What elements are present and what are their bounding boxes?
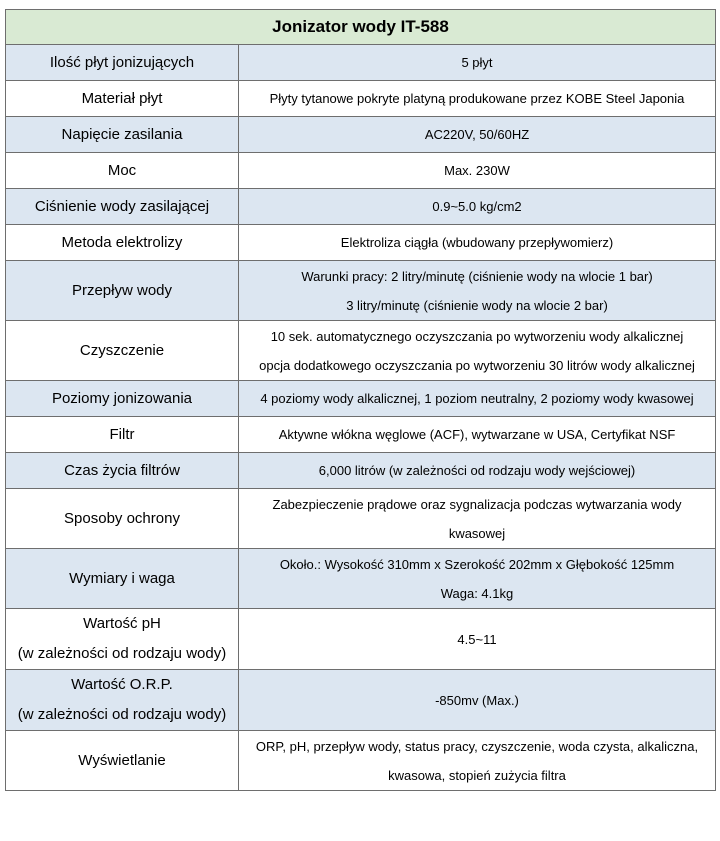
- spec-value-cell: [239, 549, 716, 609]
- table-row: [6, 45, 716, 81]
- table-row: [6, 417, 716, 453]
- spec-value-cell: [239, 45, 716, 81]
- table-row: [6, 731, 716, 791]
- spec-value-cell: [239, 225, 716, 261]
- spec-value-cell: [239, 609, 716, 670]
- spec-label-cell: [6, 381, 239, 417]
- spec-value: kwasowa, stopień zużycia filtra: [388, 767, 566, 783]
- spec-value: Około.: Wysokość 310mm x Szerokość 202mm x Głębokość 125mm: [279, 556, 675, 572]
- table-title: Jonizator wody IT-588: [6, 10, 716, 45]
- table-row: [6, 549, 716, 609]
- spec-label-cell: [6, 670, 239, 731]
- table-row: [6, 117, 716, 153]
- spec-value-cell: [239, 261, 716, 321]
- spec-value: opcja dodatkowego oczyszczania po wytworzeniu 30 litrów wody alkalicznej: [259, 357, 695, 373]
- table-row: [6, 153, 716, 189]
- spec-label: Metoda elektrolizy: [61, 233, 183, 251]
- spec-label: Czas życia filtrów: [64, 461, 180, 479]
- spec-value-cell: [239, 153, 716, 189]
- spec-label: Poziomy jonizowania: [51, 389, 193, 407]
- spec-value: Aktywne włókna węglowe (ACF), wytwarzane w USA, Certyfikat NSF: [278, 427, 676, 442]
- spec-value: Waga: 4.1kg: [440, 585, 514, 601]
- spec-value: 4.5~11: [457, 631, 497, 647]
- spec-label-cell: [6, 189, 239, 225]
- spec-label: Sposoby ochrony: [64, 509, 180, 527]
- spec-value-cell: [239, 381, 716, 417]
- spec-label-cell: [6, 261, 239, 321]
- spec-label: Wyświetlanie: [78, 751, 166, 769]
- spec-label: Ilość płyt jonizujących: [49, 53, 195, 71]
- spec-label-cell: [6, 81, 239, 117]
- spec-value: Warunki pracy: 2 litry/minutę (ciśnienie wody na wlocie 1 bar): [301, 268, 653, 284]
- spec-label-cell: [6, 549, 239, 609]
- spec-label: (w zależności od rodzaju wody): [17, 645, 227, 662]
- spec-value: ORP, pH, przepływ wody, status pracy, czyszczenie, woda czysta, alkaliczna,: [255, 738, 699, 754]
- spec-label: Wartość pH: [83, 615, 161, 632]
- table-row: [6, 670, 716, 731]
- spec-value-cell: [239, 489, 716, 549]
- table-row: [6, 81, 716, 117]
- title-row: [6, 10, 716, 45]
- table-row: [6, 261, 716, 321]
- spec-value: 3 litry/minutę (ciśnienie wody na wlocie 2 bar): [346, 297, 608, 313]
- table-row: [6, 321, 716, 381]
- spec-label: (w zależności od rodzaju wody): [17, 706, 227, 723]
- table-row: [6, 225, 716, 261]
- spec-value: 6,000 litrów (w zależności od rodzaju wody wejściowej): [318, 463, 636, 478]
- spec-value-cell: [239, 670, 716, 731]
- spec-label-cell: [6, 321, 239, 381]
- spec-table: [5, 9, 716, 791]
- spec-label: Filtr: [109, 425, 135, 443]
- spec-label: Ciśnienie wody zasilającej: [34, 197, 210, 215]
- spec-table-body: [6, 10, 716, 791]
- spec-value: 5 płyt: [461, 55, 493, 70]
- table-row: [6, 381, 716, 417]
- table-row: [6, 453, 716, 489]
- spec-value: 10 sek. automatycznego oczyszczania po wytworzeniu wody alkalicznej: [270, 328, 684, 344]
- spec-value: Max. 230W: [444, 163, 510, 178]
- spec-value-cell: [239, 453, 716, 489]
- spec-label: Napięcie zasilania: [61, 125, 183, 143]
- spec-label-cell: [6, 45, 239, 81]
- spec-value: AC220V, 50/60HZ: [424, 127, 530, 142]
- spec-label: Czyszczenie: [79, 341, 165, 359]
- spec-value: Elektroliza ciągła (wbudowany przepływomierz): [340, 235, 614, 250]
- spec-label: Przepływ wody: [71, 281, 173, 299]
- spec-label-cell: [6, 117, 239, 153]
- spec-label-cell: [6, 153, 239, 189]
- spec-label-cell: [6, 417, 239, 453]
- spec-value-cell: [239, 189, 716, 225]
- spec-label-cell: [6, 453, 239, 489]
- spec-label: Materiał płyt: [81, 89, 163, 107]
- spec-value: 0.9~5.0 kg/cm2: [432, 199, 522, 214]
- spec-value-cell: [239, 117, 716, 153]
- spec-label: Moc: [107, 161, 137, 179]
- spec-value: -850mv (Max.): [435, 692, 519, 708]
- spec-value: Płyty tytanowe pokryte platyną produkowane przez KOBE Steel Japonia: [269, 91, 685, 106]
- table-row: [6, 609, 716, 670]
- spec-label: Wartość O.R.P.: [71, 676, 173, 693]
- table-row: [6, 189, 716, 225]
- spec-value-cell: [239, 731, 716, 791]
- spec-label-cell: [6, 731, 239, 791]
- spec-value-cell: [239, 417, 716, 453]
- spec-value-cell: [239, 81, 716, 117]
- spec-value-cell: [239, 321, 716, 381]
- spec-value: 4 poziomy wody alkalicznej, 1 poziom neutralny, 2 poziomy wody kwasowej: [260, 391, 694, 406]
- spec-value: Zabezpieczenie prądowe oraz sygnalizacja podczas wytwarzania wody: [272, 496, 682, 512]
- spec-value: kwasowej: [448, 525, 506, 541]
- spec-label-cell: [6, 489, 239, 549]
- spec-label-cell: [6, 225, 239, 261]
- spec-label: Wymiary i waga: [69, 569, 175, 587]
- table-row: [6, 489, 716, 549]
- spec-label-cell: [6, 609, 239, 670]
